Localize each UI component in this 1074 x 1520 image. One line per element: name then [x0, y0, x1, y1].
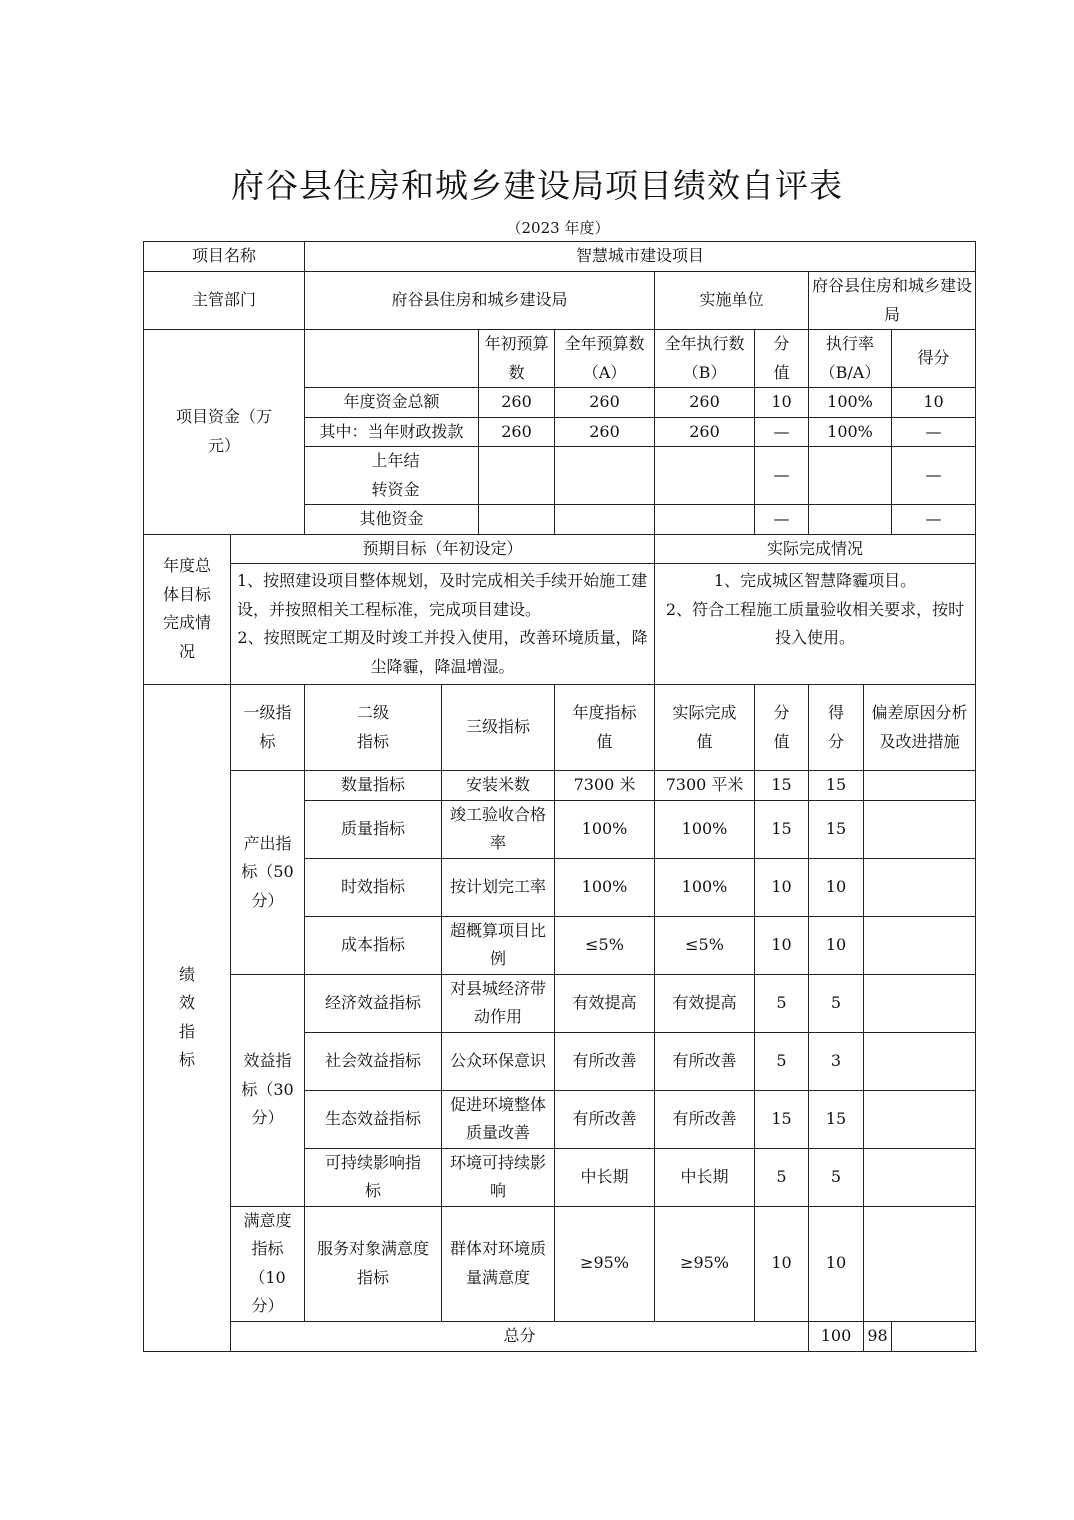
document-subtitle: （2023 年度）: [506, 219, 610, 237]
goals-expected-header: 预期目标（年初设定）: [231, 534, 655, 564]
funds-row-rate: 100%: [809, 417, 892, 447]
funds-row-initial: [479, 505, 555, 535]
perf-header-remark: 偏差原因分析及改进措施: [864, 685, 976, 771]
perf-l3: 促进环境整体质量改善: [442, 1090, 555, 1148]
perf-target: 7300 米: [555, 771, 655, 801]
perf-score: 5: [809, 1148, 864, 1206]
project-name-value: 智慧城市建设项目: [305, 242, 976, 272]
goals-actual-line: 1、完成城区智慧降霾项目。: [713, 571, 917, 590]
perf-value: 5: [755, 974, 809, 1032]
perf-l3: 竣工验收合格率: [442, 800, 555, 858]
perf-row: [144, 1206, 976, 1321]
funds-header-rate: 执行率（B/A）: [809, 330, 892, 388]
perf-target: 有所改善: [555, 1090, 655, 1148]
funds-row-executed: [655, 447, 755, 505]
perf-score: 10: [809, 858, 864, 916]
perf-l2: 成本指标: [305, 916, 442, 974]
goals-actual-line: 2、符合工程施工质量验收相关要求，按时投入使用。: [665, 599, 965, 647]
perf-l3: 对县城经济带动作用: [442, 974, 555, 1032]
perf-score: 3: [809, 1032, 864, 1090]
perf-value: 10: [755, 858, 809, 916]
perf-header-target: 年度指标值: [555, 685, 655, 771]
funds-row-annual: 260: [555, 388, 655, 418]
funds-row-annual: 260: [555, 417, 655, 447]
implementing-unit-value: 府谷县住房和城乡建设局: [809, 272, 976, 330]
funds-row-initial: 260: [479, 417, 555, 447]
funds-row-executed: [655, 505, 755, 535]
perf-l2: 质量指标: [305, 800, 442, 858]
perf-value: 5: [755, 1032, 809, 1090]
funds-row-rate: [809, 447, 892, 505]
perf-actual: 中长期: [655, 1148, 755, 1206]
perf-score: 10: [809, 1206, 864, 1321]
funds-row-executed: 260: [655, 417, 755, 447]
implementing-unit-label: 实施单位: [655, 272, 809, 330]
perf-header-actual: 实际完成值: [655, 685, 755, 771]
perf-l3: 环境可持续影响: [442, 1148, 555, 1206]
funds-header-executed: 全年执行数（B）: [655, 330, 755, 388]
funds-label: 项目资金（万元）: [144, 330, 305, 535]
perf-label: 绩效指标: [144, 685, 231, 1352]
perf-l3: 公众环保意识: [442, 1032, 555, 1090]
funds-row-rate: [809, 505, 892, 535]
perf-score: 15: [809, 1090, 864, 1148]
perf-row: [144, 974, 976, 1032]
perf-target: 有所改善: [555, 1032, 655, 1090]
perf-remark: [864, 1148, 976, 1206]
goals-expected-line: 2、按照既定工期及时竣工并投入使用，改善环境质量，降尘降霾，降温增湿。: [237, 628, 648, 676]
total-value: 100: [809, 1321, 864, 1351]
perf-value: 15: [755, 771, 809, 801]
project-name-row: [144, 242, 976, 272]
perf-target: 100%: [555, 858, 655, 916]
funds-row-score-value: —: [755, 417, 809, 447]
perf-remark: [864, 1090, 976, 1148]
perf-header-value: 分值: [755, 685, 809, 771]
perf-l3: 安装米数: [442, 771, 555, 801]
funds-row-score: —: [892, 447, 976, 505]
funds-row-score-value: —: [755, 505, 809, 535]
perf-l2: 经济效益指标: [305, 974, 442, 1032]
perf-remark: [864, 974, 976, 1032]
perf-value: 15: [755, 1090, 809, 1148]
document-title: 府谷县住房和城乡建设局项目绩效自评表: [231, 166, 843, 205]
perf-header-l3: 三级指标: [442, 685, 555, 771]
funds-row-label: 其中：当年财政拨款: [305, 417, 479, 447]
perf-score: 5: [809, 974, 864, 1032]
funds-row-annual: [555, 505, 655, 535]
perf-header-l1: 一级指标: [231, 685, 305, 771]
perf-group-name: 效益指标（30分）: [231, 974, 305, 1206]
funds-row-score: —: [892, 417, 976, 447]
goals-header-row: [144, 534, 976, 564]
perf-group-name: 产出指标（50分）: [231, 771, 305, 975]
funds-header-score-value: 分值: [755, 330, 809, 388]
funds-row-label: 年度资金总额: [305, 388, 479, 418]
perf-actual: ≥95%: [655, 1206, 755, 1321]
perf-target: 中长期: [555, 1148, 655, 1206]
total-row: [144, 1321, 976, 1351]
goals-label: 年度总体目标完成情况: [144, 534, 231, 685]
perf-remark: [864, 1032, 976, 1090]
perf-actual: 有所改善: [655, 1032, 755, 1090]
perf-l2: 社会效益指标: [305, 1032, 442, 1090]
funds-row-executed: 260: [655, 388, 755, 418]
funds-row-score: 10: [892, 388, 976, 418]
funds-row-label: 其他资金: [305, 505, 479, 535]
perf-actual: 7300 平米: [655, 771, 755, 801]
perf-remark: [864, 800, 976, 858]
perf-remark: [864, 1206, 976, 1321]
goals-expected-line: 1、按照建设项目整体规划，及时完成相关手续开始施工建设，并按照相关工程标准，完成项目建设。: [237, 571, 648, 619]
project-name-label: 项目名称: [144, 242, 305, 272]
perf-remark: [864, 771, 976, 801]
perf-l3: 群体对环境质量满意度: [442, 1206, 555, 1321]
total-remark: [892, 1321, 976, 1351]
perf-target: 100%: [555, 800, 655, 858]
perf-l2: 数量指标: [305, 771, 442, 801]
funds-row-label: 上年结转资金: [305, 447, 479, 505]
perf-row: [144, 771, 976, 801]
perf-l2: 生态效益指标: [305, 1090, 442, 1148]
funds-header-score: 得分: [892, 330, 976, 388]
perf-target: ≤5%: [555, 916, 655, 974]
perf-value: 15: [755, 800, 809, 858]
perf-value: 5: [755, 1148, 809, 1206]
perf-header-score: 得分: [809, 685, 864, 771]
funds-row-score-value: —: [755, 447, 809, 505]
funds-row-rate: 100%: [809, 388, 892, 418]
total-label: 总分: [231, 1321, 809, 1351]
department-value: 府谷县住房和城乡建设局: [305, 272, 655, 330]
department-row: [144, 272, 976, 330]
funds-header-initial: 年初预算数: [479, 330, 555, 388]
department-label: 主管部门: [144, 272, 305, 330]
perf-value: 10: [755, 1206, 809, 1321]
perf-header-row: [144, 685, 976, 771]
perf-header-l2: 二级指标: [305, 685, 442, 771]
perf-l3: 超概算项目比例: [442, 916, 555, 974]
funds-header-row: [144, 330, 976, 388]
goals-expected-content: [231, 564, 655, 685]
perf-l2: 服务对象满意度指标: [305, 1206, 442, 1321]
perf-value: 10: [755, 916, 809, 974]
perf-score: 15: [809, 771, 864, 801]
goals-actual-content: [655, 564, 976, 685]
perf-target: 有效提高: [555, 974, 655, 1032]
perf-group-name: 满意度指标（10分）: [231, 1206, 305, 1321]
goals-actual-header: 实际完成情况: [655, 534, 976, 564]
goals-content-row: [144, 564, 976, 685]
perf-actual: ≤5%: [655, 916, 755, 974]
total-score: 98: [864, 1321, 892, 1351]
funds-row-score-value: 10: [755, 388, 809, 418]
evaluation-table: [143, 241, 976, 1352]
funds-row-initial: 260: [479, 388, 555, 418]
funds-row-initial: [479, 447, 555, 505]
funds-header-blank: [305, 330, 479, 388]
perf-actual: 100%: [655, 858, 755, 916]
perf-score: 10: [809, 916, 864, 974]
perf-l3: 按计划完工率: [442, 858, 555, 916]
perf-actual: 100%: [655, 800, 755, 858]
perf-remark: [864, 858, 976, 916]
perf-score: 15: [809, 800, 864, 858]
perf-l2: 时效指标: [305, 858, 442, 916]
funds-row-annual: [555, 447, 655, 505]
funds-row-score: —: [892, 505, 976, 535]
perf-remark: [864, 916, 976, 974]
perf-actual: 有效提高: [655, 974, 755, 1032]
perf-l2: 可持续影响指标: [305, 1148, 442, 1206]
perf-target: ≥95%: [555, 1206, 655, 1321]
perf-actual: 有所改善: [655, 1090, 755, 1148]
funds-header-annual: 全年预算数（A）: [555, 330, 655, 388]
